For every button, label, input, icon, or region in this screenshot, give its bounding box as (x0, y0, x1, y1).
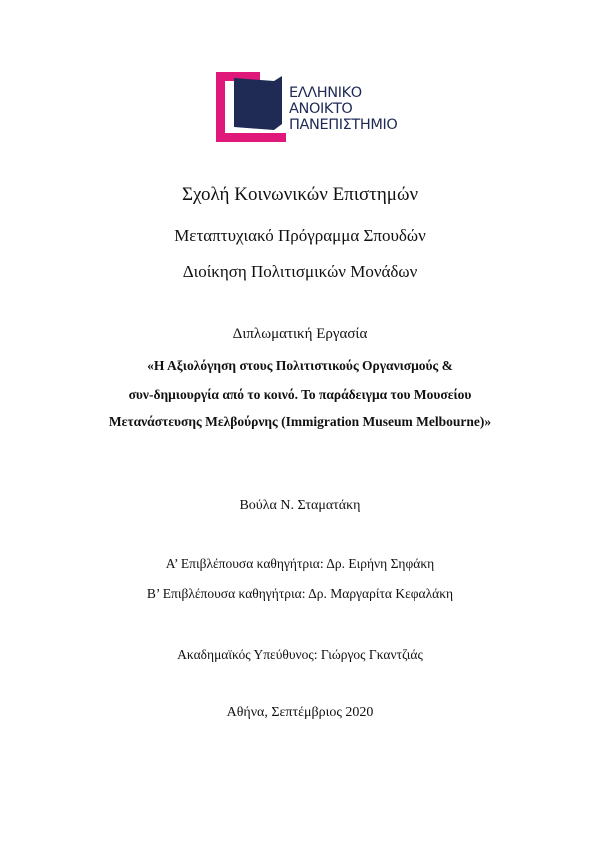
supervisor-b: Β’ Επιβλέπουσα καθηγήτρια: Δρ. Μαργαρίτα Κεφαλάκη (146, 586, 454, 601)
supervisor-a: Α’ Επιβλέπουσα καθηγήτρια: Δρ. Ειρήνη Σηφάκη (165, 556, 435, 571)
academic-supervisor: Ακαδημαϊκός Υπεύθυνος: Γιώργος Γκαντζιάς (177, 647, 423, 662)
logo-text-line-1: ΕΛΛΗΝΙΚΟ (289, 85, 362, 101)
logo-text-line-3: ΠΑΝΕΠΙΣΤΗΜΙΟ (289, 117, 398, 133)
thesis-title-line-2: συν-δημιουργία από το κοινό. Το παράδειγμα του Μουσείου (128, 387, 472, 402)
program-name: Μεταπτυχιακό Πρόγραμμα Σπουδών (174, 226, 426, 245)
university-logo (216, 72, 416, 144)
school-name: Σχολή Κοινωνικών Επιστημών (181, 184, 419, 205)
thesis-title-line-3: Μετανάστευσης Μελβούρνης (Immigration Museum Melbourne)» (108, 414, 492, 429)
thesis-title-line-1: «Η Αξιολόγηση στους Πολιτιστικούς Οργανισμούς & (147, 358, 453, 373)
department-name: Διοίκηση Πολιτισμικών Μονάδων (182, 262, 418, 281)
place-and-date: Αθήνα, Σεπτέμβριος 2020 (226, 705, 374, 720)
document-type: Διπλωματική Εργασία (232, 326, 368, 342)
university-logo-text (289, 85, 397, 133)
logo-text-line-2: ΑΝΟΙΚΤΟ (289, 101, 353, 117)
author-name: Βούλα Ν. Σταματάκη (239, 498, 361, 513)
university-logo-mark-icon (216, 72, 286, 142)
